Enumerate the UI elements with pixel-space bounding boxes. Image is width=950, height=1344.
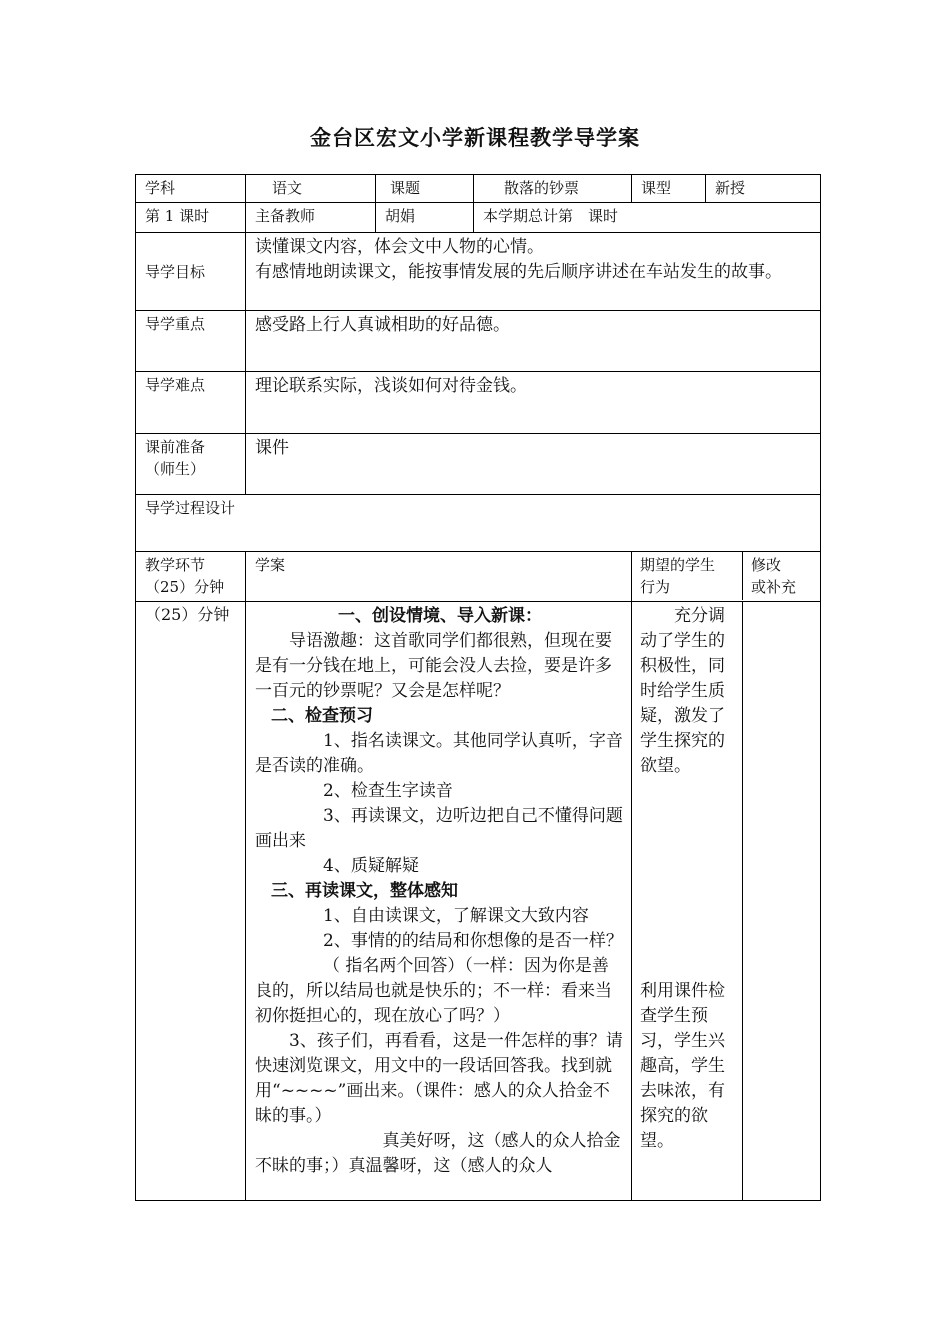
difficulties-label: 导学难点 <box>136 372 246 434</box>
goals-label: 导学目标 <box>136 233 246 311</box>
row-teacher <box>136 203 821 233</box>
header-right <box>632 552 821 602</box>
section-2-item-4: 4、质疑解疑 <box>323 856 419 876</box>
type-label: 课型 <box>632 175 706 203</box>
section-2-item-2: 2、检查生字读音 <box>323 781 453 801</box>
row-subject <box>136 175 821 203</box>
row-process <box>136 495 821 552</box>
prep-label <box>136 434 246 495</box>
header-stage-2: （25）分钟 <box>145 578 225 596</box>
section-3-item-3: 3、孩子们，再看看，这是一件怎样的事？请快速浏览课文，用文中的一段话回答我。找到就用“~~~~”画出来。（课件：感人的众人拾金不昧的事。） <box>255 1031 623 1126</box>
section-3-item-2: 2、事情的的结局和你想像的是否一样？ <box>323 931 623 951</box>
section-3-item-4: 真美好呀，这（感人的众人拾金不昧的事；）真温馨呀，这（感人的众人 <box>255 1131 621 1176</box>
section-3-title: 三、再读课文，整体感知 <box>271 881 458 901</box>
section-3-item-1: 1、自由读课文，了解课文大致内容 <box>323 906 589 926</box>
process-label: 导学过程设计 <box>136 495 821 552</box>
body-right-inner <box>632 602 820 1200</box>
body-expected <box>632 602 743 1200</box>
section-2-item-3: 3、再读课文，边听边把自己不懂得问题画出来 <box>255 806 623 851</box>
body-time: （25）分钟 <box>136 602 246 1201</box>
header-expected-1: 期望的学生 <box>640 556 716 574</box>
header-expected <box>632 552 743 600</box>
key-points-value: 感受路上行人真诚相助的好品德。 <box>246 311 821 372</box>
subject-value: 语文 <box>246 175 376 203</box>
section-2-title: 二、检查预习 <box>271 706 373 726</box>
body-plan <box>246 602 632 1201</box>
goals-content <box>246 233 821 311</box>
row-header <box>136 552 821 602</box>
header-revise-2: 或补充 <box>751 578 797 596</box>
section-2-item-1: 1、指名读课文。其他同学认真听，字音是否读的准确。 <box>255 731 623 776</box>
teacher-value: 胡娟 <box>376 203 474 233</box>
topic-label: 课题 <box>376 175 474 203</box>
header-stage <box>136 552 246 602</box>
key-points-label: 导学重点 <box>136 311 246 372</box>
header-expected-2: 行为 <box>640 578 671 596</box>
body-revise <box>743 602 821 1200</box>
type-value: 新授 <box>706 175 821 203</box>
expected-spacer <box>640 779 734 979</box>
total-periods: 本学期总计第 课时 <box>474 203 821 233</box>
prep-label-2: （师生） <box>145 460 206 478</box>
lesson-plan-table <box>135 174 821 1201</box>
section-1-title: 一、创设情境、导入新课： <box>338 606 542 626</box>
header-plan: 学案 <box>246 552 632 602</box>
section-3-item-2-answer: （ 指名两个回答）（一样：因为你是善良的，所以结局也就是快乐的；不一样：看来当初你挺担心的，现在放心了吗？） <box>255 956 612 1026</box>
topic-value: 散落的钞票 <box>474 175 632 203</box>
expected-behavior-2: 利用课件检查学生预习，学生兴趣高，学生去味浓，有探究的欲望。 <box>640 981 725 1151</box>
body-right <box>632 602 821 1201</box>
header-revise-1: 修改 <box>751 556 782 574</box>
row-key-points <box>136 311 821 372</box>
page-title: 金台区宏文小学新课程教学导学案 <box>310 125 640 150</box>
row-goals <box>136 233 821 311</box>
prep-value: 课件 <box>246 434 821 495</box>
expected-behavior-1: 充分调动了学生的积极性，同时给学生质疑，激发了学生探究的欲望。 <box>640 606 725 776</box>
teacher-label: 主备教师 <box>246 203 376 233</box>
section-1-intro: 导语激趣：这首歌同学们都很熟，但现在要是有一分钱在地上，可能会没人去捡，要是许多一百元的钞票呢？又会是怎样呢？ <box>255 631 612 701</box>
header-stage-1: 教学环节 <box>145 556 206 574</box>
goal-line-2: 有感情地朗读课文，能按事情发展的先后顺序讲述在车站发生的故事。 <box>255 262 782 282</box>
goal-line-1: 读懂课文内容，体会文中人物的心情。 <box>255 237 544 257</box>
subject-label: 学科 <box>136 175 246 203</box>
row-difficulties <box>136 372 821 434</box>
header-revise <box>743 552 821 600</box>
difficulties-value: 理论联系实际，浅谈如何对待金钱。 <box>246 372 821 434</box>
header-right-inner <box>632 552 820 600</box>
row-body <box>136 602 821 1201</box>
period-cell: 第 1 课时 <box>136 203 246 233</box>
prep-label-1: 课前准备 <box>145 438 206 456</box>
row-prep <box>136 434 821 495</box>
